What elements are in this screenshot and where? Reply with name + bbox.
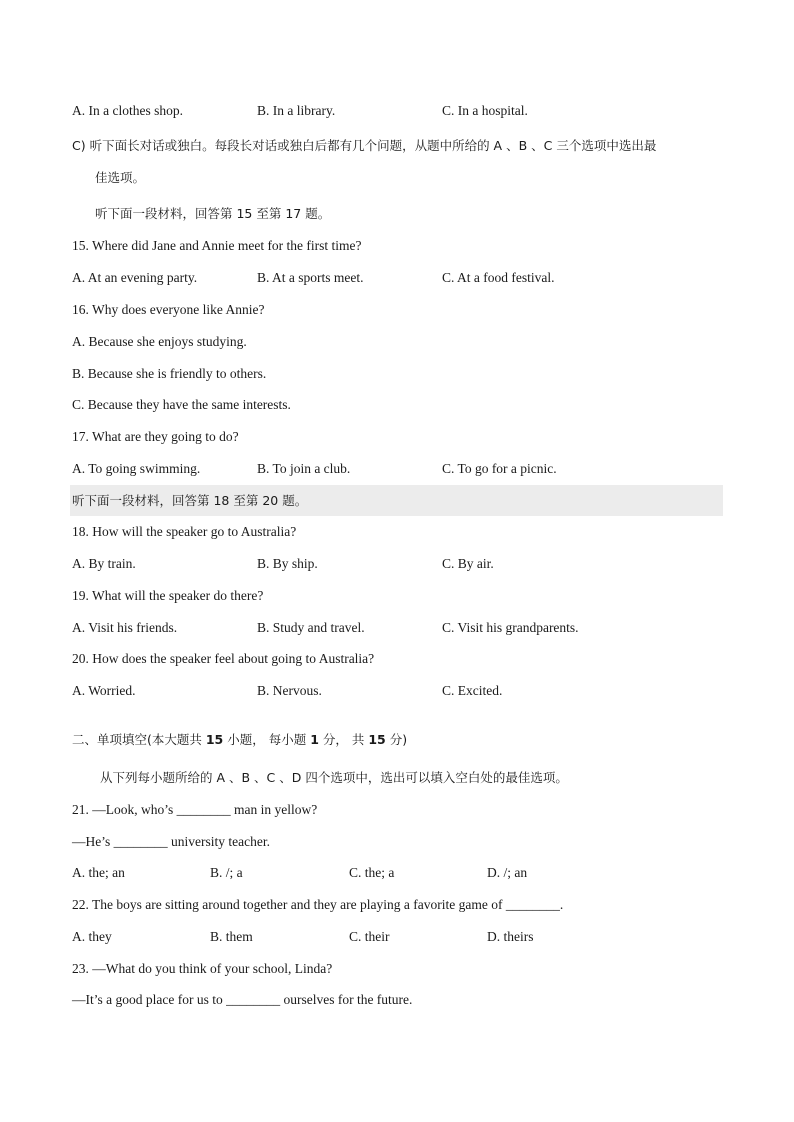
q20-stem: 20. How does the speaker feel about going to Australia? bbox=[72, 651, 375, 666]
q23-stem: 23. —What do you think of your school, Linda? bbox=[72, 961, 333, 976]
q18-option-c: C. By air. bbox=[442, 556, 494, 571]
q21-option-a: A. the; an bbox=[72, 865, 125, 880]
q16-option-c: C. Because they have the same interests. bbox=[72, 397, 291, 412]
q22-option-c: C. their bbox=[349, 929, 390, 944]
q21-stem: 21. —Look, who’s ________ man in yellow? bbox=[72, 802, 318, 817]
q21-option-b: B. /; a bbox=[210, 865, 243, 880]
q20-option-c: C. Excited. bbox=[442, 683, 503, 698]
q21-option-d: D. /; an bbox=[487, 865, 528, 880]
q22-option-b: B. them bbox=[210, 929, 253, 944]
material-note-15-17: 听下面一段材料，回答第 15 至第 17 题。 bbox=[95, 206, 331, 221]
q22-stem: 22. The boys are sitting around together and they are playing a favorite game of ________. bbox=[72, 897, 564, 912]
q14-option-b: B. In a library. bbox=[257, 103, 336, 118]
part-2-heading: 二、单项填空(本大题共 15 小题， 每小题 1 分， 共 15 分) bbox=[72, 732, 408, 747]
q18-option-a: A. By train. bbox=[72, 556, 136, 571]
part-2-instruction: 从下列每小题所给的 A 、B 、C 、D 四个选项中，选出可以填入空白处的最佳选项。 bbox=[100, 770, 568, 785]
material-note-18-20: 听下面一段材料，回答第 18 至第 20 题。 bbox=[72, 493, 308, 508]
section-c-instruction: C) 听下面长对话或独白。每段长对话或独白后都有几个问题，从题中所给的 A 、B 、C 三个选项中选出最 bbox=[72, 138, 657, 153]
section-c-instruction-cont: 佳选项。 bbox=[95, 170, 146, 185]
q15-stem: 15. Where did Jane and Annie meet for the first time? bbox=[72, 238, 362, 253]
q18-option-b: B. By ship. bbox=[257, 556, 318, 571]
q23-line2: —It’s a good place for us to ________ ourselves for the future. bbox=[72, 992, 413, 1007]
q17-option-b: B. To join a club. bbox=[257, 461, 351, 476]
q21-line2: —He’s ________ university teacher. bbox=[72, 834, 270, 849]
q16-option-b: B. Because she is friendly to others. bbox=[72, 366, 267, 381]
q16-option-a: A. Because she enjoys studying. bbox=[72, 334, 247, 349]
q17-option-c: C. To go for a picnic. bbox=[442, 461, 557, 476]
q16-stem: 16. Why does everyone like Annie? bbox=[72, 302, 265, 317]
q15-option-a: A. At an evening party. bbox=[72, 270, 198, 285]
points-each: 1 bbox=[310, 732, 319, 747]
q17-option-a: A. To going swimming. bbox=[72, 461, 201, 476]
q19-option-a: A. Visit his friends. bbox=[72, 620, 178, 635]
q22-option-a: A. they bbox=[72, 929, 112, 944]
q21-option-c: C. the; a bbox=[349, 865, 395, 880]
q20-option-b: B. Nervous. bbox=[257, 683, 322, 698]
points-total: 15 bbox=[368, 732, 386, 747]
question-count: 15 bbox=[205, 732, 224, 747]
q17-stem: 17. What are they going to do? bbox=[72, 429, 239, 444]
q19-option-c: C. Visit his grandparents. bbox=[442, 620, 579, 635]
q22-option-d: D. theirs bbox=[487, 929, 534, 944]
q20-option-a: A. Worried. bbox=[72, 683, 136, 698]
q15-option-b: B. At a sports meet. bbox=[257, 270, 364, 285]
q15-option-c: C. At a food festival. bbox=[442, 270, 555, 285]
q14-option-c: C. In a hospital. bbox=[442, 103, 528, 118]
q19-stem: 19. What will the speaker do there? bbox=[72, 588, 264, 603]
q19-option-b: B. Study and travel. bbox=[257, 620, 365, 635]
q14-option-a: A. In a clothes shop. bbox=[72, 103, 183, 118]
q18-stem: 18. How will the speaker go to Australia? bbox=[72, 524, 297, 539]
